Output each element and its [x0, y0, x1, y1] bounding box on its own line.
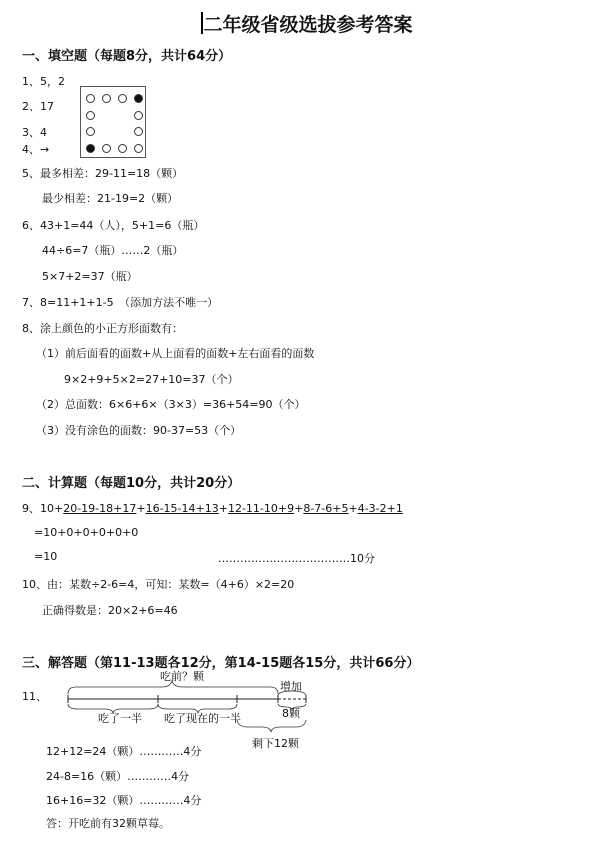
q9-group-1: 20-19-18+17 [63, 502, 137, 515]
q9-plus-3: + [294, 502, 304, 515]
section-1-title: 一、填空题 [22, 49, 88, 64]
q9-plus-4: + [348, 502, 358, 515]
section-2-note: （每题10分，共计20分） [87, 476, 241, 491]
q1: 1、5，2 [22, 75, 65, 88]
q9-prefix: 9、10+ [22, 502, 64, 515]
q9-group-5: 4-3-2+1 [357, 502, 403, 515]
q11-step3: 16+16=32（颗）…………4分 [46, 794, 202, 807]
diagram-top-label: 吃前？颗 [160, 670, 204, 683]
q11-answer: 答：开吃前有32颗草莓。 [46, 817, 170, 830]
page-title: 二年级省级选拔参考答案 [203, 14, 413, 36]
q11-step1: 12+12=24（颗）…………4分 [46, 745, 202, 758]
q4: 4、→ [22, 143, 50, 156]
q5-line2: 最少相差：21-19=2（颗） [42, 192, 179, 205]
q9-plus-1: + [136, 502, 146, 515]
q8: 8、涂上颜色的小正方形面数有： [22, 322, 183, 335]
section-3-note: （第11-13题各12分，第14-15题各15分，共计66分） [87, 656, 420, 671]
section-2-title: 二、计算题 [22, 476, 88, 491]
diagram-half1-label: 吃了一半 [98, 712, 142, 725]
section-1-note: （每题8分，共计64分） [87, 49, 232, 64]
q9-score: ………………………………10分 [218, 552, 375, 565]
q9-line2: =10+0+0+0+0+0 [34, 526, 139, 539]
q8-part1-calc: 9×2+9+5×2=27+10=37（个） [64, 373, 239, 386]
diagram-add-label: 增加 [280, 680, 302, 693]
diagram-half2-label: 吃了现在的一半 [164, 712, 241, 725]
q10-line1: 10、由：某数÷2-6=4，可知：某数=（4+6）×2=20 [22, 578, 295, 591]
q9-group-4: 8-7-6+5 [303, 502, 349, 515]
q8-part2: （2）总面数：6×6+6×（3×3）=36+54=90（个） [36, 398, 306, 411]
q5-line1: 5、最多相差：29-11=18（颗） [22, 167, 184, 180]
q6-line1: 6、43+1=44（人），5+1=6（瓶） [22, 219, 205, 232]
q10-line2: 正确得数是：20×2+6=46 [42, 604, 178, 617]
q11-step2: 24-8=16（颗）…………4分 [46, 770, 190, 783]
q6-line3: 5×7+2=37（瓶） [42, 270, 138, 283]
q3: 3、4 [22, 126, 47, 139]
q8-part1: （1）前后面看的面数+从上面看的面数+左右面看的面数 [36, 347, 315, 360]
brace-remain [237, 720, 306, 732]
q11-label: 11、 [22, 690, 47, 703]
diagram-remain-label: 剩下12颗 [252, 737, 299, 750]
q9-group-2: 16-15-14+13 [145, 502, 219, 515]
q9-line3: =10 [34, 550, 58, 563]
q8-part3: （3）没有涂色的面数：90-37=53（个） [36, 424, 242, 437]
q9-group-3: 12-11-10+9 [227, 502, 295, 515]
diagram-eight-label: 8颗 [282, 707, 300, 720]
q6-line2: 44÷6=7（瓶）……2（瓶） [42, 244, 184, 257]
q9-plus-2: + [218, 502, 228, 515]
q7: 7、8=11+1+1-5 （添加方法不唯一） [22, 296, 219, 309]
section-3-title: 三、解答题 [22, 656, 88, 671]
q2: 2、17 [22, 100, 54, 113]
